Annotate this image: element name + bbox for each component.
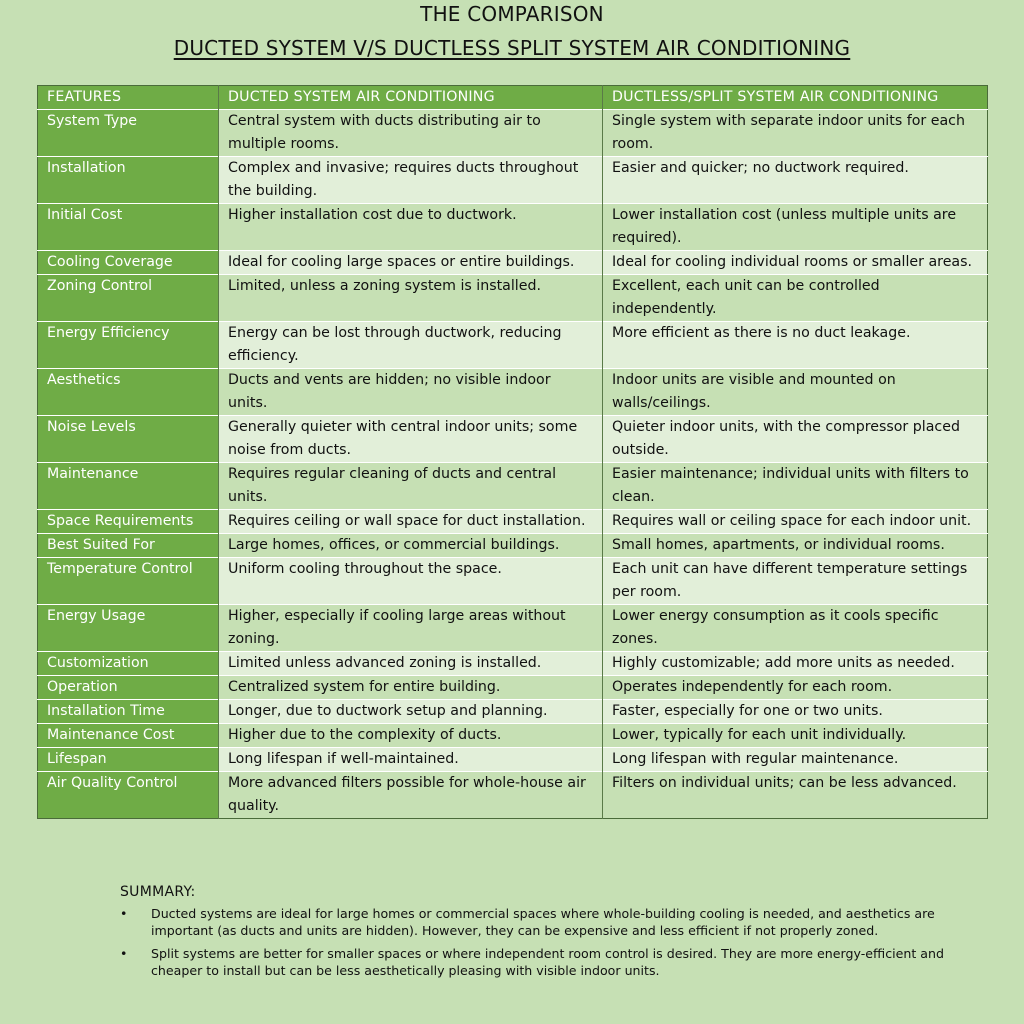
table-row (38, 322, 988, 369)
table-row (38, 700, 988, 724)
ducted-cell: Long lifespan if well-maintained. (219, 748, 603, 772)
table-row (38, 110, 988, 157)
bullet-icon: • (120, 946, 128, 961)
table-row (38, 251, 988, 275)
summary-heading: SUMMARY: (120, 884, 196, 900)
table-row (38, 416, 988, 463)
ductless-cell: Single system with separate indoor units for each room. (603, 110, 988, 157)
ducted-cell: Limited, unless a zoning system is installed. (219, 275, 603, 322)
feature-cell: Maintenance (38, 463, 219, 510)
feature-cell: Initial Cost (38, 204, 219, 251)
document-subtitle: DUCTED SYSTEM V/S DUCTLESS SPLIT SYSTEM AIR CONDITIONING (173, 36, 851, 60)
table-row (38, 534, 988, 558)
ducted-cell: Ideal for cooling large spaces or entire buildings. (219, 251, 603, 275)
table-row (38, 724, 988, 748)
table-header-row (38, 86, 988, 110)
feature-cell: Installation (38, 157, 219, 204)
summary-item-split (120, 945, 980, 979)
ducted-cell: Ducts and vents are hidden; no visible indoor units. (219, 369, 603, 416)
table-row (38, 652, 988, 676)
feature-cell: Noise Levels (38, 416, 219, 463)
ducted-cell: Longer, due to ductwork setup and planning. (219, 700, 603, 724)
feature-cell: Air Quality Control (38, 772, 219, 819)
summary-lead-split: Split systems (151, 946, 236, 961)
feature-cell: Installation Time (38, 700, 219, 724)
table-row (38, 157, 988, 204)
ducted-cell: Uniform cooling throughout the space. (219, 558, 603, 605)
ductless-cell: Easier and quicker; no ductwork required. (603, 157, 988, 204)
ductless-cell: Faster, especially for one or two units. (603, 700, 988, 724)
ductless-cell: Indoor units are visible and mounted on walls/ceilings. (603, 369, 988, 416)
ductless-cell: Filters on individual units; can be less advanced. (603, 772, 988, 819)
ducted-cell: Generally quieter with central indoor units; some noise from ducts. (219, 416, 603, 463)
summary-text-ducted: are ideal for large homes or commercial spaces where whole-building cooling is needed, and aesthetics are important (as ducts and units are hidden). However, they can be expensive and less efficient if not properly zoned. (151, 906, 935, 938)
feature-cell: Best Suited For (38, 534, 219, 558)
table-row (38, 772, 988, 819)
ductless-cell: Excellent, each unit can be controlled independently. (603, 275, 988, 322)
ductless-cell: Easier maintenance; individual units with filters to clean. (603, 463, 988, 510)
ducted-cell: Centralized system for entire building. (219, 676, 603, 700)
ducted-cell: Central system with ducts distributing air to multiple rooms. (219, 110, 603, 157)
table-row (38, 369, 988, 416)
column-header-features: FEATURES (38, 86, 219, 110)
ductless-cell: Each unit can have different temperature settings per room. (603, 558, 988, 605)
feature-cell: Energy Usage (38, 605, 219, 652)
ducted-cell: Requires ceiling or wall space for duct installation. (219, 510, 603, 534)
table-row (38, 676, 988, 700)
feature-cell: System Type (38, 110, 219, 157)
feature-cell: Maintenance Cost (38, 724, 219, 748)
summary-lead-ducted: Ducted systems (151, 906, 253, 921)
table-row (38, 558, 988, 605)
ductless-cell: Lower energy consumption as it cools specific zones. (603, 605, 988, 652)
document-title: THE COMPARISON (420, 2, 604, 26)
feature-cell: Operation (38, 676, 219, 700)
column-header-ductless: DUCTLESS/SPLIT SYSTEM AIR CONDITIONING (603, 86, 988, 110)
feature-cell: Customization (38, 652, 219, 676)
ductless-cell: Long lifespan with regular maintenance. (603, 748, 988, 772)
summary-text-split: are better for smaller spaces or where independent room control is desired. They are more energy-efficient and cheaper to install but can be less aesthetically pleasing with visible indoor units. (151, 946, 944, 978)
feature-cell: Energy Efficiency (38, 322, 219, 369)
feature-cell: Temperature Control (38, 558, 219, 605)
ductless-cell: More efficient as there is no duct leakage. (603, 322, 988, 369)
ducted-cell: Limited unless advanced zoning is installed. (219, 652, 603, 676)
ductless-cell: Lower installation cost (unless multiple units are required). (603, 204, 988, 251)
feature-cell: Space Requirements (38, 510, 219, 534)
ducted-cell: Higher, especially if cooling large areas without zoning. (219, 605, 603, 652)
ductless-cell: Highly customizable; add more units as needed. (603, 652, 988, 676)
feature-cell: Aesthetics (38, 369, 219, 416)
ducted-cell: Large homes, offices, or commercial buildings. (219, 534, 603, 558)
ducted-cell: More advanced filters possible for whole-house air quality. (219, 772, 603, 819)
table-row (38, 605, 988, 652)
table-row (38, 204, 988, 251)
ducted-cell: Higher due to the complexity of ducts. (219, 724, 603, 748)
feature-cell: Cooling Coverage (38, 251, 219, 275)
ducted-cell: Higher installation cost due to ductwork. (219, 204, 603, 251)
ductless-cell: Lower, typically for each unit individually. (603, 724, 988, 748)
table-row (38, 463, 988, 510)
ductless-cell: Quieter indoor units, with the compressor placed outside. (603, 416, 988, 463)
ducted-cell: Requires regular cleaning of ducts and central units. (219, 463, 603, 510)
ductless-cell: Small homes, apartments, or individual rooms. (603, 534, 988, 558)
summary-item-ducted (120, 905, 980, 939)
bullet-icon: • (120, 906, 128, 921)
ducted-cell: Energy can be lost through ductwork, reducing efficiency. (219, 322, 603, 369)
ductless-cell: Ideal for cooling individual rooms or smaller areas. (603, 251, 988, 275)
comparison-table (37, 85, 988, 819)
table-row (38, 510, 988, 534)
table-row (38, 275, 988, 322)
column-header-ducted: DUCTED SYSTEM AIR CONDITIONING (219, 86, 603, 110)
ductless-cell: Requires wall or ceiling space for each indoor unit. (603, 510, 988, 534)
ductless-cell: Operates independently for each room. (603, 676, 988, 700)
table-row (38, 748, 988, 772)
feature-cell: Lifespan (38, 748, 219, 772)
summary-section (120, 884, 980, 985)
ducted-cell: Complex and invasive; requires ducts throughout the building. (219, 157, 603, 204)
feature-cell: Zoning Control (38, 275, 219, 322)
